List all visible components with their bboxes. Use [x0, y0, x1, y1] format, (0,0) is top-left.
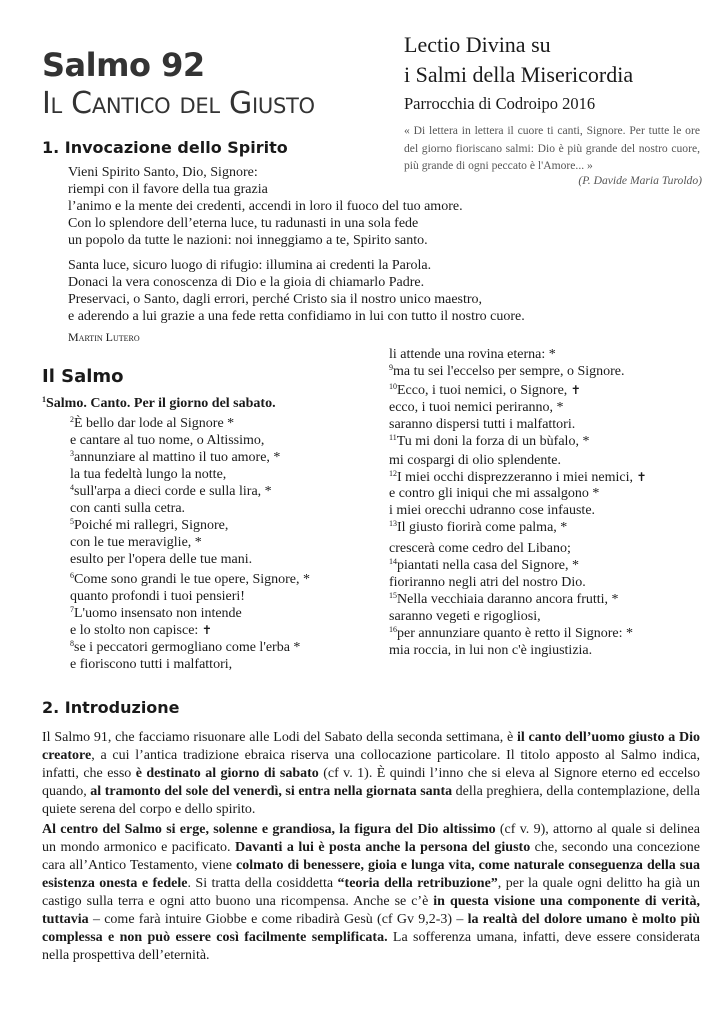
- invocation-line: Preservaci, o Santo, dagli errori, perché Cristo sia il nostro unico maestro,: [68, 292, 483, 307]
- verse-text: sull'arpa a dieci corde e sulla lira, *: [74, 484, 272, 499]
- psalm-verse-line: [70, 483, 272, 500]
- text-run: La sofferenza umana, infatti, deve essere considerata nella prospettiva dell’eternità.: [42, 930, 700, 963]
- invocation-line: Vieni Spirito Santo, Dio, Signore:: [68, 165, 258, 180]
- verse-text: con le tue meraviglie, *: [70, 535, 202, 550]
- verse-number: 11: [389, 433, 397, 442]
- text-run: che, secondo una concezione cara all’Antico Testamento, viene: [42, 840, 701, 873]
- psalm-verse-line: [70, 432, 264, 449]
- verse-number: 7: [70, 605, 74, 614]
- verse-number: 15: [389, 591, 397, 600]
- text-run: – come farà intuire Giobbe e come ribadirà Gesù (cf Gv 9,2-3) –: [88, 912, 468, 927]
- psalm-verse-line: [70, 622, 212, 639]
- psalm-verse-line: [389, 625, 633, 642]
- bold-run: il canto dell’uomo giusto a Dio creatore: [42, 730, 700, 763]
- text-run: (cf v. 9), attorno al quale si delinea un mondo armonico e pacificato.: [42, 822, 700, 855]
- verse-number: 12: [389, 469, 397, 478]
- text-run: della preghiera, della contemplazione, della quiete serena del corpo e dello spirito.: [42, 784, 700, 817]
- verse-text: annunziare al mattino il tuo amore, *: [74, 450, 281, 465]
- psalm-verse-line: [389, 642, 592, 659]
- psalm-verse-line: [389, 382, 581, 399]
- psalm-verse-line: [389, 452, 561, 469]
- heading-invocation: 1. Invocazione dello Spirito: [42, 138, 288, 157]
- psalm-verse-line: [70, 466, 226, 483]
- verse-text: e contro gli iniqui che mi assalgono *: [389, 486, 600, 501]
- psalm-verse-line: [389, 399, 564, 416]
- verse-text: ecco, i tuoi nemici periranno, *: [389, 400, 564, 415]
- bold-run: in questa visione una componente di verità, tuttavia: [42, 894, 700, 927]
- series-title-line2: i Salmi della Misericordia: [404, 62, 634, 87]
- cross-icon: ✝: [570, 383, 581, 397]
- psalm-verse-line: [389, 519, 567, 536]
- psalm-verse-line: [389, 608, 541, 625]
- verse-number: 10: [389, 382, 397, 391]
- invocation-line: Con lo splendore dell’eterna luce, tu radunasti in una sola fede: [68, 216, 419, 231]
- psalm-verse-line: [70, 605, 242, 622]
- verse-number: 8: [70, 639, 74, 648]
- bold-run: Davanti a lui è posta anche la persona del giusto: [234, 840, 531, 855]
- epigraph-quote: « Di lettera in lettera il cuore ti canti, Signore. Per tutte le ore del giorno fioriscano salmi: Dio è più grande del nostro cuore, più grande di ogni peccato è l'Amore... »: [404, 124, 700, 172]
- psalm-verse-line: [389, 416, 575, 433]
- bold-run: colmato di benessere, gioia e lunga vita, come naturale conseguenza della sua esistenza onesta e fedele: [42, 858, 700, 891]
- verse-text: I miei occhi disprezzeranno i miei nemici,: [397, 470, 637, 485]
- heading-psalm: Il Salmo: [42, 366, 124, 387]
- psalm-verse-line: [389, 591, 619, 608]
- verse-number: 1: [42, 395, 46, 404]
- verse-number: 2: [70, 415, 74, 424]
- verse-text: i miei orecchi udranno cose infauste.: [389, 503, 596, 518]
- verse-text: e lo stolto non capisce:: [70, 623, 202, 638]
- verse-text: li attende una rovina eterna: *: [389, 347, 556, 362]
- invocation-line: riempi con il favore della tua grazia: [68, 182, 268, 197]
- psalm-verse-line: [389, 363, 625, 380]
- verse-number: 13: [389, 519, 397, 528]
- psalm-verse-line: [70, 517, 228, 534]
- epigraph-author: (P. Davide Maria Turoldo): [578, 174, 702, 187]
- bold-run: è destinato al giorno di sabato: [135, 766, 319, 781]
- verse-number: 6: [70, 571, 74, 580]
- text-run: (cf v. 1). È quindi l’inno che si eleva al Signore eterno ed eccelso quando,: [42, 766, 701, 799]
- intro-paragraph-2: [42, 821, 700, 965]
- psalm-verse-line: [70, 415, 234, 432]
- psalm-verse-line: [70, 449, 280, 466]
- verse-text: crescerà come cedro del Libano;: [389, 541, 571, 556]
- psalm-verse-line: [389, 502, 595, 519]
- verse-text: Ecco, i tuoi nemici, o Signore,: [397, 383, 571, 398]
- bold-run: “teoria della retribuzione”: [337, 876, 498, 891]
- verse-text: se i peccatori germogliano come l'erba *: [74, 640, 301, 655]
- psalm-verse-line: [70, 588, 245, 605]
- verse-text: con canti sulla cetra.: [70, 501, 186, 516]
- cross-icon: ✝: [636, 470, 647, 484]
- invocation-line: e aderendo a lui grazie a una fede retta confidiamo in lui con tutto il nostro cuore.: [68, 309, 525, 324]
- psalm-verse-line: [389, 346, 556, 363]
- verse-number: 16: [389, 625, 397, 634]
- verse-text: Il giusto fiorirà come palma, *: [397, 520, 568, 535]
- verse-text: Nella vecchiaia daranno ancora frutti, *: [397, 592, 619, 607]
- bold-run: la realtà del dolore umano è molto più complessa e non può essere così facilmente semplificata.: [42, 912, 701, 945]
- verse-text: saranno dispersi tutti i malfattori.: [389, 417, 576, 432]
- verse-text: la tua fedeltà lungo la notte,: [70, 467, 227, 482]
- verse-text: e fioriscono tutti i malfattori,: [70, 657, 233, 672]
- invocation-line: un popolo da tutte le nazioni: noi inneggiamo a te, Spirito santo.: [68, 233, 428, 248]
- series-title-line1: Lectio Divina su: [404, 32, 551, 57]
- psalm-verse-line: [70, 639, 300, 656]
- verse-text: esulto per l'opera delle tue mani.: [70, 552, 253, 567]
- verse-text: mi cospargi di olio splendente.: [389, 453, 561, 468]
- verse-text: È bello dar lode al Signore *: [74, 416, 235, 431]
- text-run: , per la quale ogni delitto ha già un castigo sulla terra e ogni atto buono una ricompensa. Anche se c’è: [42, 876, 701, 909]
- verse-text: per annunziare quanto è retto il Signore: *: [397, 626, 633, 641]
- psalm-superscription: [42, 396, 276, 412]
- text-run: . Si tratta della cosiddetta: [187, 876, 338, 891]
- parish-label: Parrocchia di Codroipo 2016: [404, 94, 596, 113]
- invocation-author: Martin Lutero: [68, 330, 140, 344]
- psalm-verse-line: [70, 500, 185, 517]
- verse-text: Poiché mi rallegri, Signore,: [74, 518, 229, 533]
- bold-run: Al centro del Salmo si erge, solenne e grandiosa, la figura del Dio altissimo: [42, 822, 496, 837]
- verse-number: 3: [70, 449, 74, 458]
- invocation-line: Donaci la vera conoscenza di Dio e la gioia di chiamarlo Padre.: [68, 275, 425, 290]
- psalm-verse-line: [389, 574, 586, 591]
- text-run: , a cui l’antica tradizione ebraica riserva una collocazione particolare. Il titolo apposto al Salmo indica, infatti, che esso: [42, 748, 700, 781]
- invocation-line: Santa luce, sicuro luogo di rifugio: illumina ai credenti la Parola.: [68, 258, 432, 273]
- verse-number: 9: [389, 363, 393, 372]
- psalm-verse-line: [70, 571, 310, 588]
- cross-icon: ✝: [201, 623, 212, 637]
- verse-text: L'uomo insensato non intende: [74, 606, 242, 621]
- verse-text: mia roccia, in lui non c'è ingiustizia.: [389, 643, 593, 658]
- verse-text: Tu mi doni la forza di un bùfalo, *: [396, 434, 590, 449]
- verse-text: saranno vegeti e rigogliosi,: [389, 609, 541, 624]
- verse-text: e cantare al tuo nome, o Altissimo,: [70, 433, 265, 448]
- verse-number: 14: [389, 557, 397, 566]
- verse-text: fioriranno negli atri del nostro Dio.: [389, 575, 586, 590]
- page-subtitle: Il Cantico del Giusto: [42, 86, 315, 121]
- psalm-verse-line: [70, 551, 252, 568]
- psalm-verse-line: [70, 534, 202, 551]
- psalm-verse-line: [389, 433, 589, 450]
- page-title: Salmo 92: [42, 46, 205, 84]
- verse-text: quanto profondi i tuoi pensieri!: [70, 589, 245, 604]
- verse-text: piantati nella casa del Signore, *: [397, 558, 579, 573]
- psalm-verse-line: [389, 469, 647, 486]
- heading-introduction: 2. Introduzione: [42, 698, 180, 717]
- psalm-verse-line: [389, 540, 571, 557]
- verse-number: 5: [70, 517, 74, 526]
- intro-paragraph-1: [42, 729, 700, 819]
- text-run: Il Salmo 91, che facciamo risuonare alle Lodi del Sabato della seconda settimana, è: [42, 730, 517, 745]
- bold-run: al tramonto del sole del venerdì, si entra nella giornata santa: [90, 784, 453, 799]
- superscription-text: Salmo. Canto. Per il giorno del sabato.: [46, 396, 276, 411]
- psalm-verse-line: [389, 485, 599, 502]
- invocation-line: l’animo e la mente dei credenti, accendi in loro il fuoco del tuo amore.: [68, 199, 463, 214]
- verse-number: 4: [70, 483, 74, 492]
- psalm-verse-line: [389, 557, 579, 574]
- psalm-verse-line: [70, 656, 232, 673]
- verse-text: ma tu sei l'eccelso per sempre, o Signore.: [393, 364, 625, 379]
- verse-text: Come sono grandi le tue opere, Signore, *: [74, 572, 311, 587]
